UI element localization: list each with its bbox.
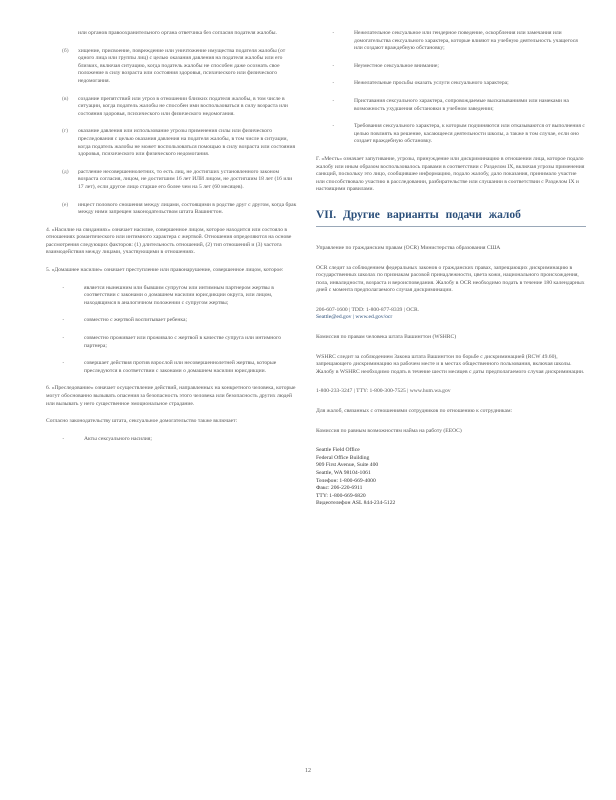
bullet-icon: ·: [332, 96, 335, 105]
wshrc-contact-block: [316, 388, 586, 396]
ocr-block: [316, 245, 586, 253]
bullet-icon: ·: [332, 61, 335, 70]
item-text: хищение, присвоение, повреждение или уничтожение имущества подателя жалобы (от одного лица или группы лиц) с целью оказания давления на подателя жалобы или его близких, включая ситуацию, когда податель жалобы не способен даже осознать свое положение в силу возраста или состояния здоровья, психического или физического недомогания.: [78, 47, 286, 84]
wshrc-note: Для жалоб, связанных с отношениями сотрудников по отношению к сотрудникам:: [316, 408, 513, 415]
lettered-item: [46, 202, 298, 217]
bullet-icon: ·: [62, 434, 65, 443]
bullet-item: [46, 285, 298, 308]
eeoc-address: [316, 447, 586, 508]
lettered-item: [46, 169, 298, 192]
lettered-item: [46, 96, 298, 119]
wshrc-description-block: [316, 354, 586, 377]
bullet-text: совместно проживает или проживало с жертвой в качестве супруга или интимного партнера;: [84, 335, 282, 349]
domestic-bullet-list: [46, 285, 298, 376]
address-line: Seattle Field Office: [316, 447, 360, 454]
para-state-law: Согласно законодательству штата, сексуальное домогательство также включает:: [46, 418, 238, 425]
bullet-item: [316, 98, 586, 113]
bullet-text: Нежелательное сексуальное или гендерное поведение, оскорбления или замечания или домогательства сексуального характера, которые влияют на учебную деятельность учащегося или создают враждебную обстановку;: [354, 30, 578, 52]
item-text: оказание давления или использование угрозы применения силы или физического преследования с целью оказания давления на подателя жалобы, в том числе в ситуации, когда податель жалобы не может воспользоваться помощью в силу возраста или состояния здоровья, психического или физического недомогания.: [78, 128, 296, 158]
para-dating-violence: 4. «Насилие на свиданиях» означает насилие, совершенное лицом, которое находится или состояло в отношениях романтического или интимного характера с жертвой. Отношения определяются на основе рассмотрения следующих факторов: (1) длительность отношений, (2) тип отношений и (3) частота взаимодействия между лицами, участвующими в отношениях.: [46, 226, 292, 256]
bullet-icon: ·: [62, 359, 65, 368]
wshrc-org-name: Комиссия по правам человека штата Вашингтон (WSHRC): [316, 334, 457, 341]
eeoc-block: [316, 428, 586, 436]
bullet-text: Приставания сексуального характера, сопровождаемые высказываниями или намеками на возможность ухудшения обстановки в учебном заведении;: [354, 97, 569, 112]
address-line: Факс: 206-220-6911: [316, 485, 363, 492]
left-top-items: [46, 30, 298, 217]
bullet-text: совместно с жертвой воспитывает ребенка;: [84, 317, 188, 324]
bullet-icon: ·: [332, 79, 335, 88]
address-line: Видеотелефон ASL 844-234-5122: [316, 500, 396, 507]
section-heading: VII. Другие варианты подачи жалоб: [316, 208, 521, 221]
state-law-bullet-list: [46, 436, 298, 444]
bullet-item: [46, 317, 298, 325]
ocr-description-block: [316, 265, 586, 295]
para-domestic-intro: 5. «Домашнее насилие» означает преступление или правонарушение, совершенное лицом, которое:: [46, 267, 284, 274]
bullet-item: [316, 123, 586, 146]
item-text: инцест полового сношения между лицами, состоящими в родстве друг с другом, когда брак между ними запрещен законодательством штата Вашингтон.: [78, 201, 297, 216]
item-text: создание препятствий или угроз в отношении близких подателя жалобы, в том числе в ситуации, когда податель жалобы не способен ими воспользоваться в силу возраста или состояния здоровья, психического или физического недомогания.: [78, 95, 288, 117]
wshrc-contact: 1-800-233-3247 | TTY: 1-800-300-7525 | www.hum.wa.gov: [316, 388, 451, 395]
item-text: растление несовершеннолетних, то есть лиц, не достигших установленного законом возраста согласия, лицом, не достигшим 16 лет ИЛИ лицом, не достигшим 18 лет (16 или 17 лет), если другое лицо старше его более чем на 5 лет (60 месяцев).: [78, 168, 293, 190]
left-column: [46, 30, 298, 453]
wshrc-note-block: [316, 408, 586, 416]
bullet-item: [316, 30, 586, 53]
bullet-text: Акты сексуального насилия;: [84, 435, 152, 442]
wshrc-block: [316, 334, 586, 342]
bullet-text: Неуместное сексуальное внимание;: [354, 62, 439, 69]
lettered-item: [46, 48, 298, 86]
ocr-contact-block: [316, 307, 586, 322]
harassment-bullet-list: [316, 30, 586, 146]
lettered-item: [46, 128, 298, 158]
item-marker: (б): [62, 47, 69, 54]
item-marker: (в): [62, 95, 69, 102]
bullet-item: [46, 360, 298, 375]
right-column: [316, 30, 586, 520]
bullet-text: Требования сексуального характера, к которым подчиняются или отказываются от выполнения с целью повлиять на решение, касающееся деятельности школы, а также в том случае, если оно создает враждебную обстановку.: [354, 123, 585, 145]
para-stalking: 6. «Преследование» означает осуществление действий, направленных на конкретного человека, которые могут обоснованно вызывать опасения за безопасность этого человека или безопасность других людей или вызывать у него существенное эмоциональное страдание.: [46, 385, 296, 407]
item-marker: (д): [62, 168, 69, 175]
item-marker: (г): [62, 128, 69, 135]
ocr-contact-phone: 206-607-1600 | TDD: 1-800-877-8339 | OCR.: [316, 306, 420, 313]
bullet-icon: ·: [62, 316, 65, 325]
bullet-icon: ·: [332, 122, 335, 131]
bullet-item: [316, 80, 586, 88]
bullet-text: является нынешним или бывшим супругом или интимным партнером жертвы в соответствии с законами о домашнем насилии юрисдикции округа, или лицом, находящимся в аналогичном положении с супругом жертвы;: [84, 284, 274, 306]
lettered-item: [46, 30, 298, 38]
bullet-icon: ·: [62, 283, 65, 292]
para-retaliation: Г. «Месть» означает запугивание, угрозы, принуждение или дискриминацию в отношении лица, которое подало жалобу или иным образом воспользовалось правами в соответствии с Разделом IX, включая угрозы применения санкций, поскольку это лицо, сообщившее информацию, подало жалобу, дало показания, принимало участие или способствовало участию в расследовании, разбирательстве или слушании в соответствии с Разделом IX и настоящими правилами.: [316, 155, 585, 193]
bullet-icon: ·: [62, 334, 65, 343]
address-line: TTY: 1-800-669-6820: [316, 492, 366, 499]
heading-divider: [316, 226, 586, 227]
ocr-org-name: Управление по гражданским правам (OCR) Министерства образования США: [316, 244, 501, 251]
address-line: Телефон: 1-800-669-4000: [316, 477, 376, 484]
ocr-contact-link[interactable]: Seattle@ed.gov | www.ed.gov/ocr: [316, 314, 393, 321]
bullet-item: [316, 63, 586, 71]
bullet-text: Нежелательные просьбы оказать услуги сексуального характера;: [354, 80, 509, 87]
eeoc-org-name: Комиссия по равным возможностям найма на работу (EEOC): [316, 427, 462, 434]
bullet-item: [46, 335, 298, 350]
item-text: или органов правоохранительного органа ответчика без согласия подателя жалобы.: [78, 30, 277, 36]
wshrc-description: WSHRC следит за соблюдением Закона штата Вашингтон по борьбе с дискриминацией (RCW 49.60), запрещающего дискриминацию на рабочем месте и в местах общественного пользования, включая школы. Жалобу в WSHRC необходимо подать в течение шести месяцев с даты предполагаемого случая дискриминации.: [316, 353, 585, 375]
bullet-text: совершает действия против взрослой или несовершеннолетней жертвы, которые преследуются в соответствии с законами о домашнем насилии юрисдикции.: [84, 360, 277, 374]
address-line: Seattle, WA 98104-1061: [316, 470, 371, 476]
item-marker: (е): [62, 201, 69, 208]
page-number: 12: [305, 768, 311, 774]
address-line: Federal Office Building: [316, 454, 370, 461]
bullet-item: [46, 436, 298, 444]
ocr-description: OCR следит за соблюдением федеральных законов о гражданских правах, запрещающих дискриминацию в государственных школах по признакам расовой принадлежности, цвета кожи, национального происхождения, пола, инвалидности, возраста и вероисповедания. Жалобу в OCR необходимо подать в течение 180 календарных дней с момента предполагаемого случая дискриминации.: [316, 264, 585, 294]
bullet-icon: ·: [332, 29, 335, 37]
address-line: 909 First Avenue, Suite 400: [316, 462, 379, 469]
